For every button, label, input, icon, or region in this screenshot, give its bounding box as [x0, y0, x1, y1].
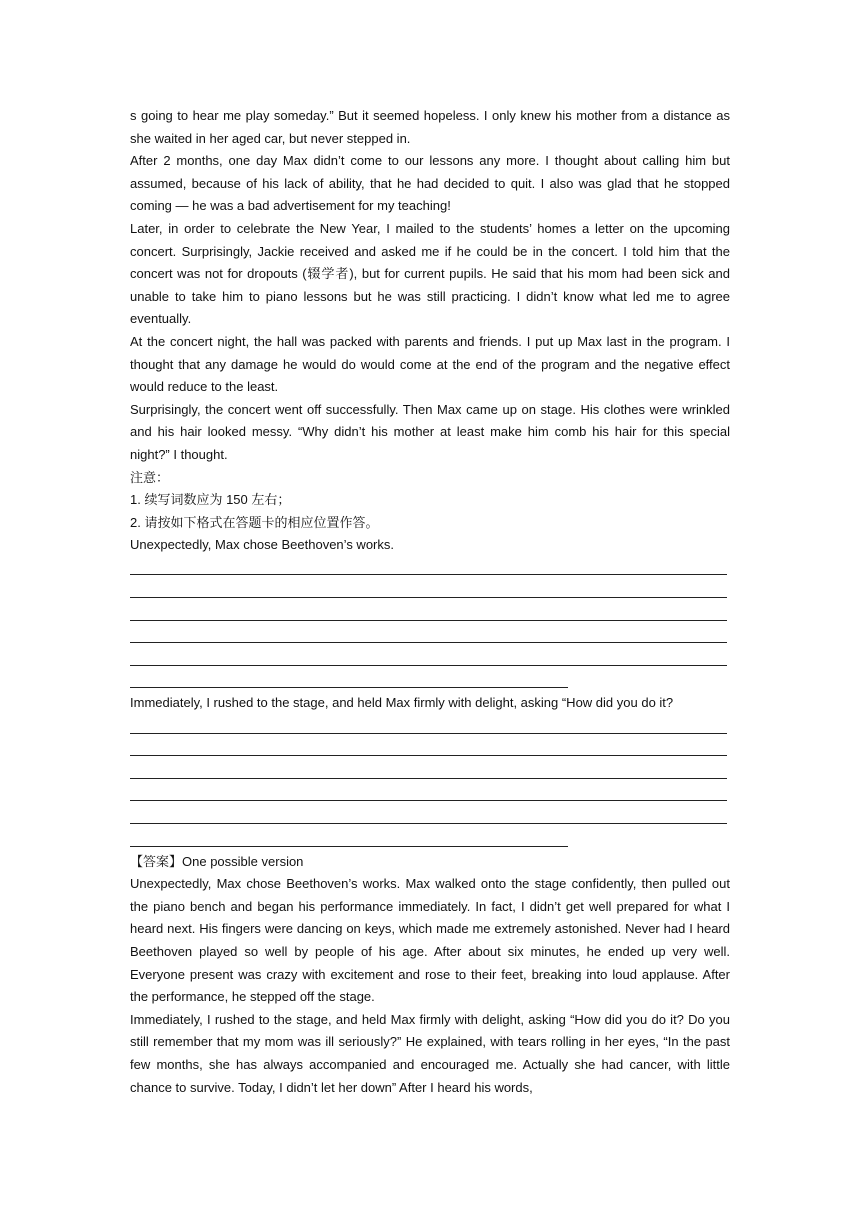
note-item-1: 1. 续写词数应为 150 左右；: [130, 492, 291, 508]
prompt-paragraph-2-start: Immediately, I rushed to the stage, and held Max firmly with delight, asking “How did you do it?: [130, 695, 674, 711]
story-section: [130, 105, 730, 467]
writing-lines-1[interactable]: [130, 557, 730, 693]
writing-line[interactable]: [130, 738, 730, 761]
answer-label: 【答案】: [130, 853, 183, 869]
writing-line[interactable]: [130, 670, 730, 693]
writing-line[interactable]: [130, 647, 730, 670]
writing-line[interactable]: [130, 557, 730, 580]
writing-line[interactable]: [130, 805, 730, 828]
answer-section: [130, 851, 730, 1100]
answer-version: One possible version: [182, 853, 304, 869]
writing-line[interactable]: [130, 602, 730, 625]
writing-line[interactable]: [130, 760, 730, 783]
answer-paragraph-1: Unexpectedly, Max chose Beethoven’s works. Max walked onto the stage confidently, then pulled out the piano bench and began his performance immediately. In fact, I didn’t get well prepared for what I heard next. His fingers were dancing on keys, which made me extremely astonished. Never had I heard Beethoven played so well by people of his age. After about six minutes, he ended up very well. Everyone present was crazy with excitement and rose to their feet, breaking into loud applause. After the performance, he stepped off the stage.: [130, 876, 730, 1005]
notes-section: [130, 467, 730, 535]
writing-lines-2[interactable]: [130, 715, 730, 851]
story-paragraph-5: Surprisingly, the concert went off successfully. Then Max came up on stage. His clothes were wrinkled and his hair looked messy. “Why didn’t his mother at least make him comb his hair for this special night?” I thought.: [130, 401, 730, 462]
story-paragraph-3: Later, in order to celebrate the New Year, I mailed to the students’ homes a letter on the upcoming concert. Surprisingly, Jackie received and asked me if he could be in the concert. I told him that the concert was not for dropouts (辍学者), but for current pupils. He said that his mom had been sick and unable to take him to piano lessons but he was still practicing. I didn’t know what led me to agree eventually.: [130, 220, 730, 327]
writing-line[interactable]: [130, 579, 730, 602]
notes-heading: 注意：: [130, 469, 170, 485]
note-item-2: 2. 请按如下格式在答题卡的相应位置作答。: [130, 514, 379, 530]
prompt-paragraph-1-start: Unexpectedly, Max chose Beethoven’s works.: [130, 537, 394, 553]
answer-header: [130, 851, 730, 874]
story-paragraph-1: s going to hear me play someday.” But it seemed hopeless. I only knew his mother from a distance as she waited in her aged car, but never stepped in.: [130, 108, 730, 146]
answer-paragraph-2: Immediately, I rushed to the stage, and held Max firmly with delight, asking “How did you do it? Do you still remember that my mom was ill seriously?” He explained, with tears rolling in her eyes, “In the past few months, she has always accompanied and encouraged me. Actually she had cancer, with little chance to survive. Today, I didn’t let her down” After I heard his words,: [130, 1011, 730, 1095]
document-page: [130, 105, 730, 1099]
writing-line[interactable]: [130, 715, 730, 738]
story-paragraph-2: After 2 months, one day Max didn’t come to our lessons any more. I thought about calling him but assumed, because of his lack of ability, that he had decided to quit. I also was glad that he stopped coming — he was a bad advertisement for my teaching!: [130, 153, 730, 214]
writing-line[interactable]: [130, 828, 730, 851]
writing-line[interactable]: [130, 783, 730, 806]
story-paragraph-4: At the concert night, the hall was packed with parents and friends. I put up Max last in the program. I thought that any damage he would do would come at the end of the program and the negative effect would reduce to the least.: [130, 333, 730, 395]
writing-line[interactable]: [130, 625, 730, 648]
